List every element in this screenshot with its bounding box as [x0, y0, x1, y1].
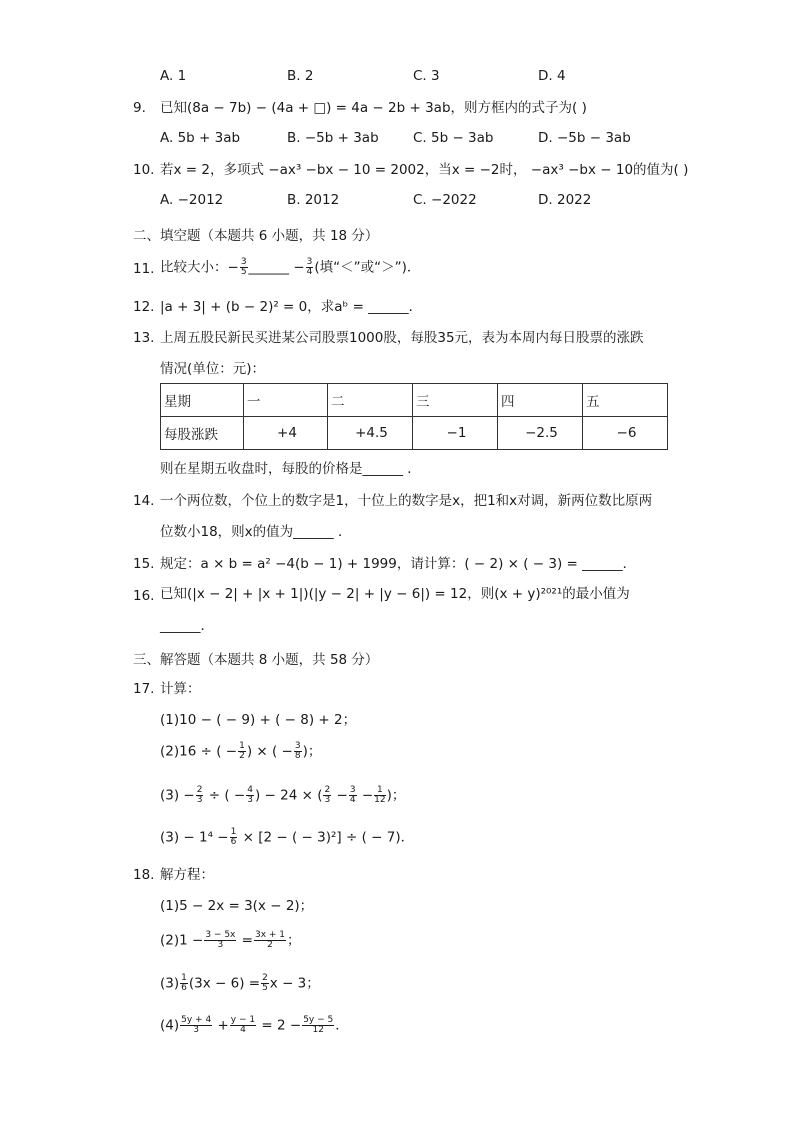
q18-number: 18.: [133, 867, 155, 883]
q10-text: 若x = 2，多项式 −ax³ −bx − 10 = 2002，当x = −2时， −ax³ −bx − 10的值为( ): [160, 162, 689, 178]
table-cell: −1: [413, 417, 498, 450]
q17-part1: (1)10 − ( − 9) + ( − 8) + 2；: [160, 712, 357, 728]
table-cell: 一: [244, 384, 328, 417]
q9-option-b: B. −5b + 3ab: [287, 130, 379, 146]
q13-line2: 情况(单位：元)：: [160, 361, 266, 377]
q18-title: 解方程：: [160, 867, 214, 883]
q10-option-c: C. −2022: [413, 192, 477, 208]
q18-part2: (2)1 − $\frac{3 - 5x}{3}$ = $\frac{3x + 1}{2}$ ；: [160, 930, 301, 950]
q16-number: 16.: [133, 588, 155, 604]
table-cell: 三: [413, 384, 498, 417]
table-cell: 五: [583, 384, 668, 417]
table-cell: +4: [244, 417, 328, 450]
q17-part3: (3) − $\frac{2}{3}$ ÷ ( − $\frac{4}{3}$ ) − 24 × ( $\frac{2}{3}$ − $\frac{3}{4}$ − $\frac{1}{12}$ )；: [160, 785, 406, 805]
stock-change-table: [160, 383, 668, 450]
q16-line1: 已知(|x − 2| + |x + 1|)(|y − 2| + |y − 6|) = 12，则(x + y)²⁰²¹的最小值为: [160, 586, 630, 602]
table-cell: 每股涨跌: [161, 417, 244, 450]
q8-option-c: C. 3: [413, 68, 440, 84]
section-answer-heading: 三、解答题（本题共 8 小题，共 58 分）: [133, 652, 379, 668]
q8-option-b: B. 2: [287, 68, 314, 84]
q18-part3: (3) $\frac{1}{6}$ (3x − 6) = $\frac{2}{5}$ x − 3；: [160, 973, 320, 993]
table-cell: −2.5: [498, 417, 583, 450]
q13-line1: 上周五股民新民买进某公司股票1000股，每股35元，表为本周内每日股票的涨跌: [160, 330, 644, 346]
q8-option-a: A. 1: [160, 68, 187, 84]
q12-number: 12.: [133, 299, 155, 315]
q10-option-a: A. −2012: [160, 192, 224, 208]
q9-option-a: A. 5b + 3ab: [160, 130, 241, 146]
q17-title: 计算：: [160, 681, 201, 697]
table-cell: +4.5: [328, 417, 413, 450]
table-cell: −6: [583, 417, 668, 450]
q11-text: 比较大小：− $\frac{3}{5}$ ______ − $\frac{3}{4}$ (填“＜”或“＞”)．: [160, 257, 421, 277]
table-row: [161, 417, 668, 450]
q13-number: 13.: [133, 330, 155, 346]
q10-option-b: B. 2012: [287, 192, 340, 208]
q17-part4: (3) − 1⁴ − $\frac{1}{6}$ × [2 − ( − 3)²] ÷ ( − 7)．: [160, 827, 415, 847]
table-cell: 四: [498, 384, 583, 417]
q13-line3: 则在星期五收盘时，每股的价格是______ ．: [160, 461, 421, 477]
q12-text: |a + 3| + (b − 2)² = 0，求aᵇ = ______．: [160, 299, 423, 315]
q8-option-d: D. 4: [538, 68, 566, 84]
q10-option-d: D. 2022: [538, 192, 592, 208]
q15-text: 规定：a × b = a² −4(b − 1) + 1999，请计算：( − 2) × ( − 3) = ______．: [160, 556, 637, 572]
q9-text: 已知(8a − 7b) − (4a + □) = 4a − 2b + 3ab，则方框内的式子为( ): [160, 100, 587, 116]
q18-part4: (4) $\frac{5y + 4}{3}$ + $\frac{y - 1}{4}$ = 2 − $\frac{5y - 5}{12}$ ．: [160, 1015, 349, 1035]
table-cell: 二: [328, 384, 413, 417]
q16-line2: ______．: [160, 618, 214, 634]
q11-number: 11.: [133, 261, 155, 277]
q17-part2: (2)16 ÷ ( − $\frac{1}{2}$ ) × ( − $\frac{3}{8}$ )；: [160, 741, 322, 761]
q9-option-d: D. −5b − 3ab: [538, 130, 631, 146]
q9-option-c: C. 5b − 3ab: [413, 130, 494, 146]
q9-number: 9.: [133, 100, 146, 116]
table-header-row: [161, 384, 668, 417]
q14-line2: 位数小18，则x的值为______ ．: [160, 524, 352, 540]
table-cell: 星期: [161, 384, 244, 417]
q15-number: 15.: [133, 556, 155, 572]
section-fill-in-heading: 二、填空题（本题共 6 小题，共 18 分）: [133, 228, 379, 244]
q18-part1: (1)5 − 2x = 3(x − 2)；: [160, 898, 314, 914]
q14-number: 14.: [133, 493, 155, 509]
q17-number: 17.: [133, 681, 155, 697]
q14-line1: 一个两位数，个位上的数字是1，十位上的数字是x，把1和x对调，新两位数比原两: [160, 493, 653, 509]
q10-number: 10.: [133, 162, 155, 178]
